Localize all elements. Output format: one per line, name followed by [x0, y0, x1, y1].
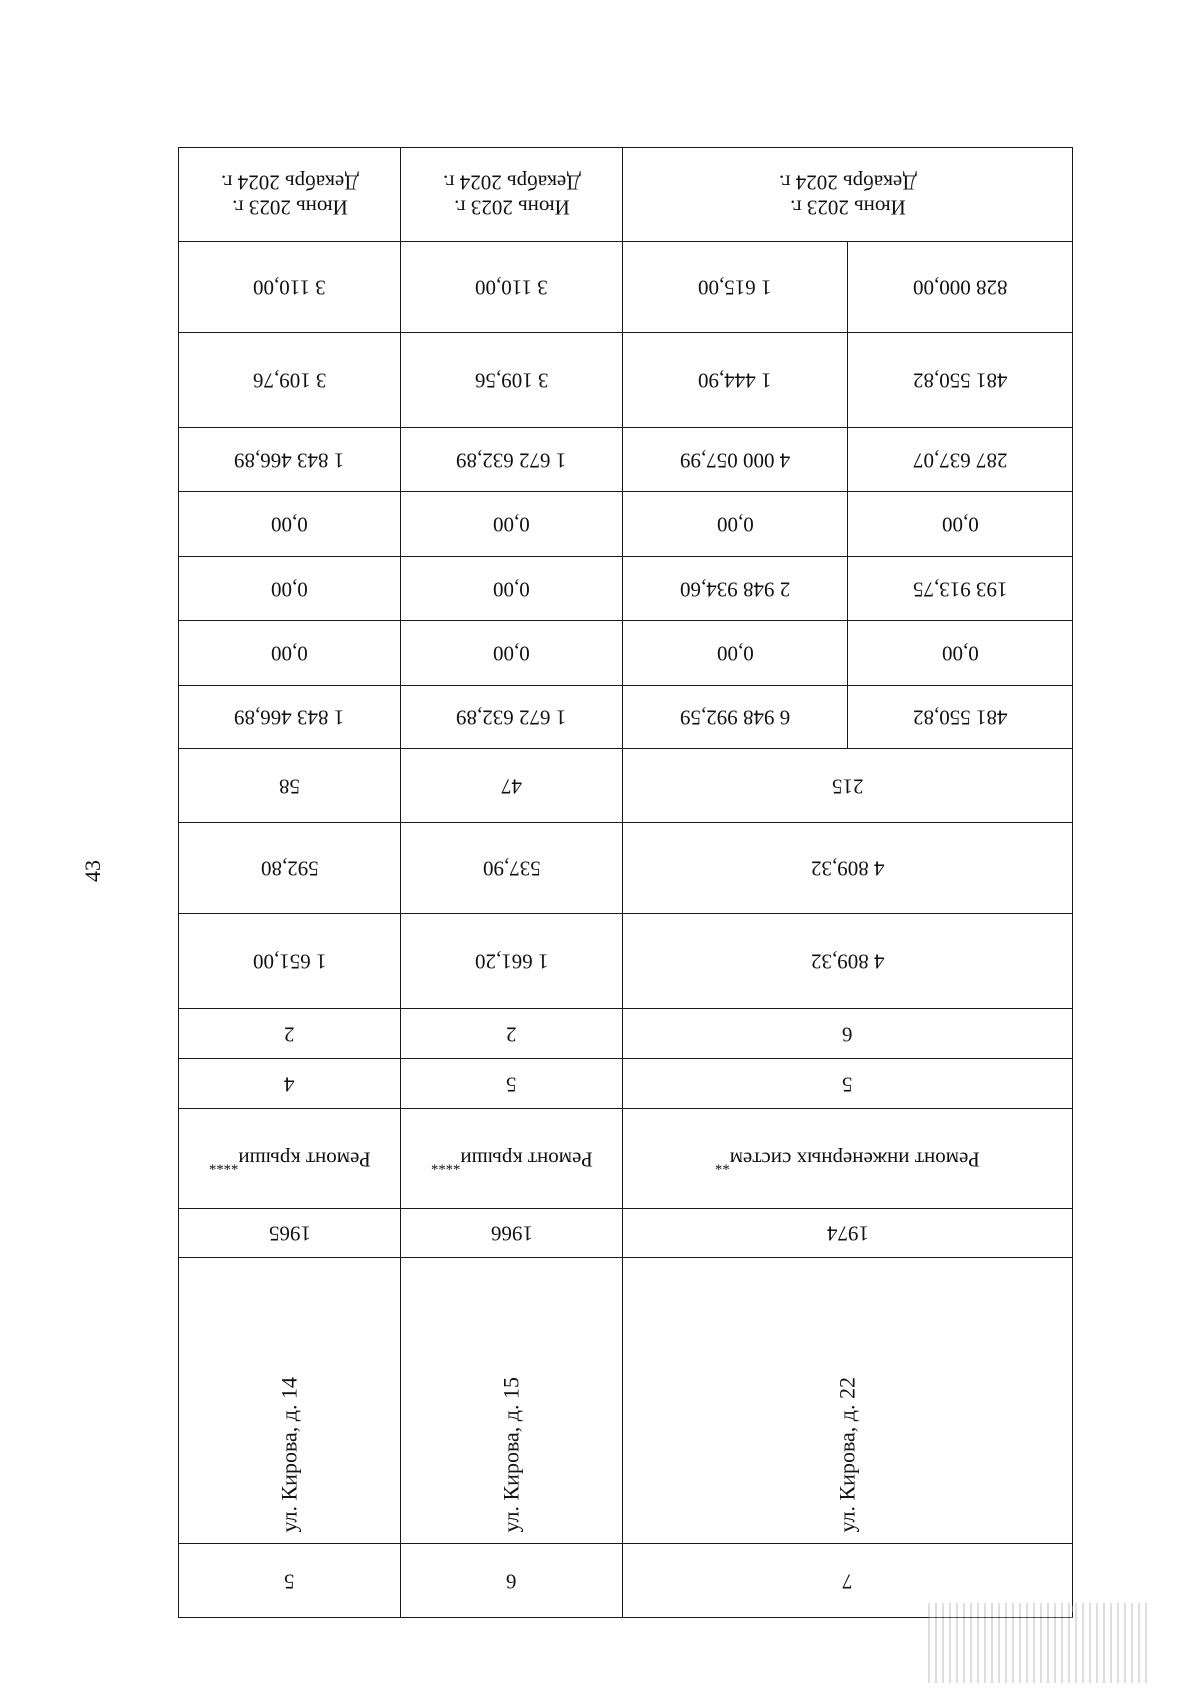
entrances-row	[179, 1009, 1073, 1059]
row-number-cell: 6	[401, 1544, 623, 1618]
fund3-cell: 0,00	[848, 492, 1073, 557]
max-cost-cell: 3 110,00	[179, 242, 401, 333]
residents-cell: 215	[623, 749, 1073, 823]
area-a-cell: 1 651,00	[179, 914, 401, 1009]
year-cell: 1965	[179, 1209, 401, 1258]
row-number-cell: 5	[179, 1544, 401, 1618]
period-cell: Июнь 2023 г. Декабрь 2024 г.	[401, 148, 623, 242]
unit-cost-cell: 3 109,76	[179, 333, 401, 428]
unit-cost-cell: 481 550,82	[848, 333, 1073, 428]
area-b-cell: 592,80	[179, 823, 401, 914]
unit-cost-cell: 1 444,90	[623, 333, 848, 428]
fund1-cell: 0,00	[848, 621, 1073, 686]
max-cost-cell: 3 110,00	[401, 242, 623, 333]
page-number: 43	[80, 860, 105, 882]
total-cost-cell: 1 672 632,89	[401, 686, 623, 749]
fund2-cell: 0,00	[401, 557, 623, 621]
unit-cost-cell: 3 109,56	[401, 333, 623, 428]
address-cell: ул. Кирова, д. 15	[401, 1258, 623, 1544]
total-cost-cell: 6 948 992,59	[623, 686, 848, 749]
year-cell: 1966	[401, 1209, 623, 1258]
area-a-row	[179, 914, 1073, 1009]
total-cost-row	[179, 686, 1073, 749]
address-cell: ул. Кирова, д. 14	[179, 1258, 401, 1544]
area-a-cell: 1 661,20	[401, 914, 623, 1009]
period-cell: Июнь 2023 г. Декабрь 2024 г.	[623, 148, 1073, 242]
work-type-cell: Ремонт крыши****	[179, 1109, 401, 1209]
area-b-row	[179, 823, 1073, 914]
stamp-impression	[928, 1603, 1150, 1683]
fund1-cell: 0,00	[401, 621, 623, 686]
area-a-cell: 4 809,32	[623, 914, 1073, 1009]
fund3-row	[179, 492, 1073, 557]
entrances-cell: 6	[623, 1009, 1073, 1059]
owners-funds-row	[179, 428, 1073, 492]
entrances-cell: 2	[401, 1009, 623, 1059]
address-cell: ул. Кирова, д. 22	[623, 1258, 1073, 1544]
owners-funds-cell: 1 843 466,89	[179, 428, 401, 492]
floors-cell: 5	[401, 1059, 623, 1109]
residents-row	[179, 749, 1073, 823]
fund3-cell: 0,00	[623, 492, 848, 557]
area-b-cell: 537,90	[401, 823, 623, 914]
work-type-cell: Ремонт инженерных систем**	[623, 1109, 1073, 1209]
max-cost-cell: 1 615,00	[623, 242, 848, 333]
capital-repair-table	[178, 147, 1073, 1618]
fund2-cell: 0,00	[179, 557, 401, 621]
row-number-cell: 7	[623, 1544, 1073, 1618]
floors-cell: 4	[179, 1059, 401, 1109]
unit-cost-row	[179, 333, 1073, 428]
floors-row	[179, 1059, 1073, 1109]
owners-funds-cell: 287 637,07	[848, 428, 1073, 492]
owners-funds-cell: 1 672 632,89	[401, 428, 623, 492]
period-row	[179, 148, 1073, 242]
entrances-cell: 2	[179, 1009, 401, 1059]
area-b-cell: 4 809,32	[623, 823, 1073, 914]
period-cell: Июнь 2023 г. Декабрь 2024 г.	[179, 148, 401, 242]
owners-funds-cell: 4 000 057,99	[623, 428, 848, 492]
max-cost-row	[179, 242, 1073, 333]
total-cost-cell: 481 550,82	[848, 686, 1073, 749]
total-cost-cell: 1 843 466,89	[179, 686, 401, 749]
fund2-cell: 2 948 934,60	[623, 557, 848, 621]
floors-cell: 5	[623, 1059, 1073, 1109]
fund1-cell: 0,00	[623, 621, 848, 686]
fund2-row	[179, 557, 1073, 621]
fund1-cell: 0,00	[179, 621, 401, 686]
address-row	[179, 1258, 1073, 1544]
fund3-cell: 0,00	[179, 492, 401, 557]
fund1-row	[179, 621, 1073, 686]
max-cost-cell: 828 000,00	[848, 242, 1073, 333]
fund2-cell: 193 913,75	[848, 557, 1073, 621]
year-cell: 1974	[623, 1209, 1073, 1258]
fund3-cell: 0,00	[401, 492, 623, 557]
work-type-row	[179, 1109, 1073, 1209]
residents-cell: 47	[401, 749, 623, 823]
work-type-cell: Ремонт крыши****	[401, 1109, 623, 1209]
year-row	[179, 1209, 1073, 1258]
residents-cell: 58	[179, 749, 401, 823]
